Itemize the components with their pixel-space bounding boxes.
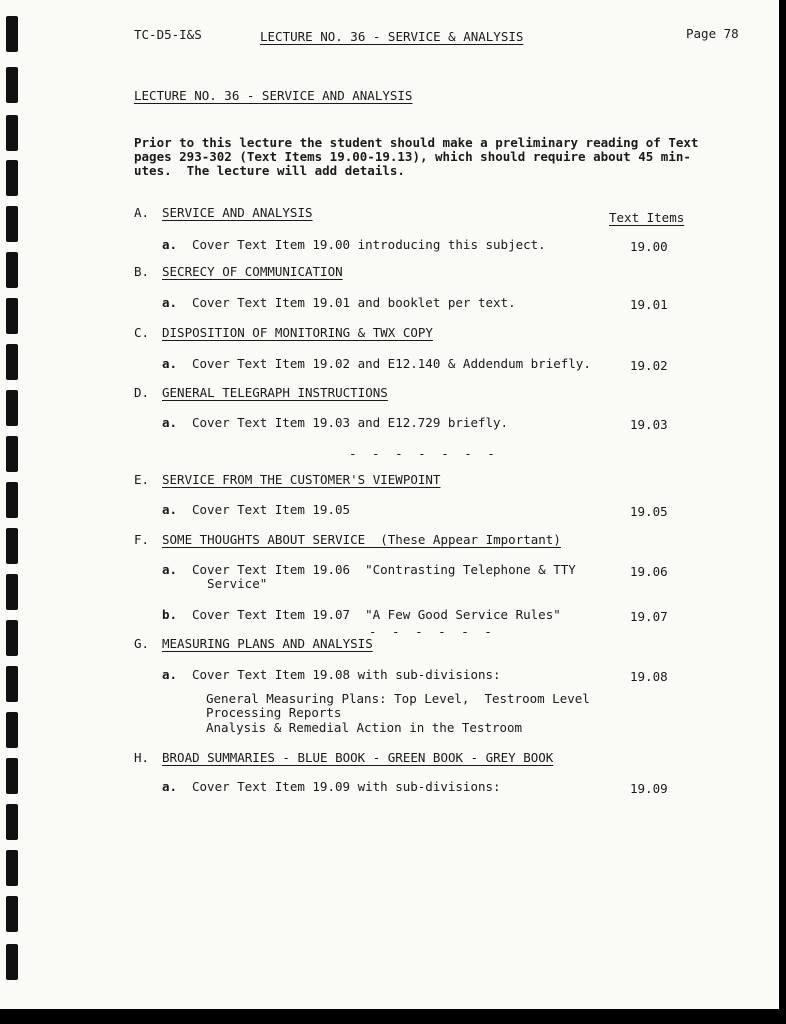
section-title: SERVICE AND ANALYSIS bbox=[162, 205, 313, 220]
binder-mark bbox=[6, 16, 18, 52]
sub-division: Analysis & Remedial Action in the Testroom bbox=[206, 720, 523, 735]
item-letter: a. bbox=[162, 502, 178, 517]
item-text: Cover Text Item 19.06 "Contrasting Telephone & TTY bbox=[192, 562, 576, 577]
binder-mark bbox=[6, 896, 18, 932]
item-text: Cover Text Item 19.05 bbox=[192, 502, 351, 517]
section-letter: G. bbox=[134, 636, 150, 651]
item-text: Cover Text Item 19.01 and booklet per text. bbox=[192, 295, 516, 310]
binder-mark bbox=[6, 160, 18, 196]
text-item-ref: 19.02 bbox=[630, 358, 668, 373]
item-text: Service" bbox=[192, 576, 268, 591]
item-text: Cover Text Item 19.07 "A Few Good Service Rules" bbox=[192, 607, 561, 622]
item-letter: a. bbox=[162, 237, 178, 252]
binder-mark bbox=[6, 206, 18, 242]
section-title: GENERAL TELEGRAPH INSTRUCTIONS bbox=[162, 385, 388, 400]
section-title: DISPOSITION OF MONITORING & TWX COPY bbox=[162, 325, 433, 340]
binder-mark bbox=[6, 850, 18, 886]
binder-mark bbox=[6, 482, 18, 518]
item-letter: a. bbox=[162, 356, 178, 371]
item-text: Cover Text Item 19.02 and E12.140 & Addendum briefly. bbox=[192, 356, 591, 371]
binder-mark bbox=[6, 620, 18, 656]
item-letter: a. bbox=[162, 562, 178, 577]
binder-mark bbox=[6, 390, 18, 426]
separator: - - - - - - - bbox=[349, 446, 499, 461]
intro-line-1: Prior to this lecture the student should make a preliminary reading of Text bbox=[134, 135, 699, 150]
binder-mark bbox=[6, 804, 18, 840]
binder-mark bbox=[6, 666, 18, 702]
binder-mark bbox=[6, 712, 18, 748]
binder-mark bbox=[6, 758, 18, 794]
section-letter: B. bbox=[134, 264, 150, 279]
text-item-ref: 19.08 bbox=[630, 669, 668, 684]
section-letter: F. bbox=[134, 532, 150, 547]
intro-line-3: utes. The lecture will add details. bbox=[134, 163, 405, 178]
text-item-ref: 19.01 bbox=[630, 297, 668, 312]
binder-mark bbox=[6, 436, 18, 472]
lecture-heading: LECTURE NO. 36 - SERVICE AND ANALYSIS bbox=[134, 88, 413, 103]
section-title: MEASURING PLANS AND ANALYSIS bbox=[162, 636, 373, 651]
binder-mark bbox=[6, 574, 18, 610]
section-title: SERVICE FROM THE CUSTOMER'S VIEWPOINT bbox=[162, 472, 441, 487]
section-title: BROAD SUMMARIES - BLUE BOOK - GREEN BOOK - GREY BOOK bbox=[162, 750, 554, 765]
section-letter: E. bbox=[134, 472, 150, 487]
binder-mark bbox=[6, 528, 18, 564]
text-item-ref: 19.05 bbox=[630, 504, 668, 519]
binder-mark bbox=[6, 298, 18, 334]
binder-mark bbox=[6, 252, 18, 288]
sub-division: General Measuring Plans: Top Level, Testroom Level bbox=[206, 691, 590, 706]
section-letter: D. bbox=[134, 385, 150, 400]
header-code: TC-D5-I&S bbox=[134, 27, 202, 42]
section-title: SECRECY OF COMMUNICATION bbox=[162, 264, 343, 279]
intro-line-2: pages 293-302 (Text Items 19.00-19.13), which should require about 45 min- bbox=[134, 149, 691, 164]
text-item-ref: 19.09 bbox=[630, 781, 668, 796]
item-text: Cover Text Item 19.03 and E12.729 briefly. bbox=[192, 415, 509, 430]
binder-mark bbox=[6, 67, 18, 103]
item-letter: a. bbox=[162, 415, 178, 430]
header-title: LECTURE NO. 36 - SERVICE & ANALYSIS bbox=[260, 29, 524, 44]
text-item-ref: 19.00 bbox=[630, 239, 668, 254]
binder-mark bbox=[6, 344, 18, 380]
text-item-ref: 19.06 bbox=[630, 564, 668, 579]
sub-division: Processing Reports bbox=[206, 705, 342, 720]
binder-mark bbox=[6, 115, 18, 151]
binder-mark bbox=[6, 944, 18, 980]
item-letter: a. bbox=[162, 667, 178, 682]
item-text: Cover Text Item 19.08 with sub-divisions: bbox=[192, 667, 501, 682]
item-text: Cover Text Item 19.00 introducing this subject. bbox=[192, 237, 546, 252]
page-number: Page 78 bbox=[686, 26, 739, 41]
column-header-text-items: Text Items bbox=[609, 210, 685, 225]
text-item-ref: 19.07 bbox=[630, 609, 668, 624]
section-letter: A. bbox=[134, 205, 150, 220]
section-title: SOME THOUGHTS ABOUT SERVICE (These Appear Important) bbox=[162, 532, 561, 547]
item-letter: b. bbox=[162, 607, 178, 622]
item-letter: a. bbox=[162, 295, 178, 310]
section-letter: C. bbox=[134, 325, 150, 340]
text-item-ref: 19.03 bbox=[630, 417, 668, 432]
item-text: Cover Text Item 19.09 with sub-divisions: bbox=[192, 779, 501, 794]
section-letter: H. bbox=[134, 750, 150, 765]
item-letter: a. bbox=[162, 779, 178, 794]
separator-small: - - - - - - bbox=[369, 624, 496, 639]
